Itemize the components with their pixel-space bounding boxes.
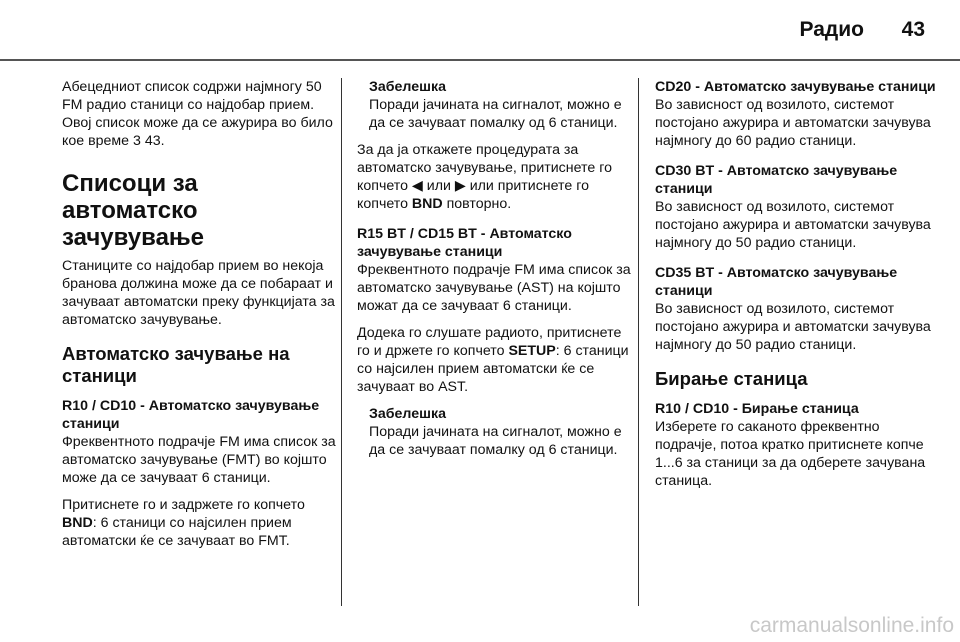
note-text: Поради јачината на сигналот, можно е да се зачуваат помалку од 6 станици. [369,97,622,131]
page-header-title: Радио [799,18,864,41]
note-text: Поради јачината на сигналот, можно е да се зачуваат помалку од 6 станици. [369,424,622,458]
page-number: 43 [901,18,925,41]
paragraph-cd20: Во зависност од возилото, системот постојано ажурира и автоматски зачувува најмногу до 60 радио станици. [655,97,931,149]
button-label-bnd: BND [411,196,443,212]
paragraph-cd30: Во зависност од возилото, системот постојано ажурира и автоматски зачувува најмногу до 50 радио станици. [655,199,931,251]
button-label-setup: SETUP [508,343,556,359]
column-divider-2 [638,78,639,606]
model-heading-r10-cd10: R10 / CD10 - Автоматско зачувување станици [62,398,320,432]
note-title: Забелешка [369,406,446,422]
paragraph-fmt-list: Фреквентното подрачје FM има список за автоматско зачувување (FMT) во којшто може да се зачуваат 6 станици. [62,434,336,486]
paragraph-bnd-instruction: Притиснете го и задржете го копчето BND: 6 станици со најсилен прием автоматски ќе се зачуваат во FMT. [62,497,305,549]
note-box [357,78,633,132]
column-3 [655,78,937,499]
model-heading-cd30: CD30 BT - Автоматско зачувување станици [655,163,898,197]
model-heading-cd20: CD20 - Автоматско зачувување станици [655,79,936,95]
paragraph-cd35: Во зависност од возилото, системот постојано ажурира и автоматски зачувува најмногу до 50 радио станици. [655,301,931,353]
subsection-heading-autostore: Автоматско зачување на станици [62,343,290,386]
column-divider-1 [341,78,342,606]
paragraph-ast-list: Фреквентното подрачје FM има список за автоматско зачувување (AST) на којшто можат да се зачуваат 6 станици. [357,262,631,314]
watermark-text: carmanualsonline.info [749,614,954,637]
model-heading-cd35: CD35 BT - Автоматско зачувување станици [655,265,898,299]
section-paragraph: Станиците со најдобар прием во некоја бранова должина може да се побараат и зачуваат автоматски преку функцијата за автоматско зачувување. [62,258,335,328]
paragraph-setup-instruction: Додека го слушате радиото, притиснете го и држете го копчето SETUP: 6 станици со најсилен прием автоматски ќе се зачуваат во AST. [357,325,629,395]
subsection-heading-select-station: Бирање станица [655,368,808,389]
button-label-bnd: BND [62,515,93,531]
section-heading-autostore-lists: Списоци за автоматско зачувување [62,170,205,251]
column-1 [62,78,338,559]
model-heading-r15-cd15: R15 BT / CD15 BT - Автоматско зачувување станици [357,226,572,260]
right-arrow-icon: ▶ [454,178,466,194]
intro-paragraph: Абецедниот список содржи најмногу 50 FM радио станици со најдобар прием. Овој список може да се ажурира во било кое време 3 43. [62,79,333,149]
header-divider [0,59,960,61]
model-heading-r10-cd10-select: R10 / CD10 - Бирање станица [655,401,859,417]
note-box [357,405,633,459]
paragraph-select-station: Изберете го саканото фреквентно подрачје, потоа кратко притиснете копче 1...6 за станици за да одберете зачувана станица. [655,419,926,489]
left-arrow-icon: ◀ [411,178,423,194]
page-reference-arrow-icon: 3 [133,133,141,149]
note-title: Забелешка [369,79,446,95]
paragraph-cancel-autostore: За да ја откажете процедурата за автоматско зачувување, притиснете го копчето ◀ или ▶ или притиснете го копчето BND повторно. [357,142,612,212]
column-2 [357,78,633,468]
